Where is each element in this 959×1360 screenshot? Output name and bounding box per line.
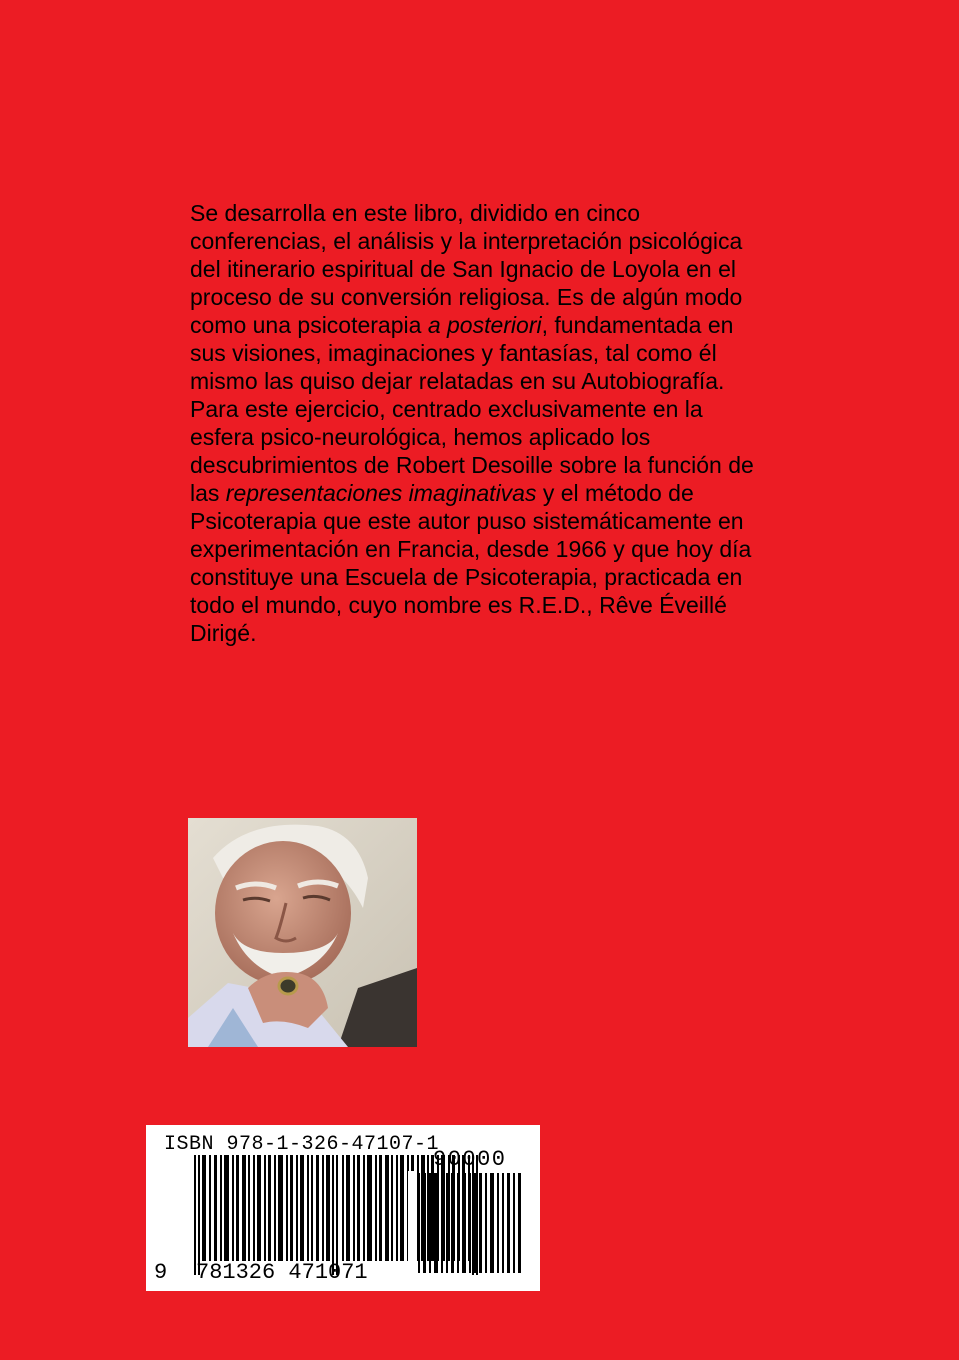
barcode-price-code: 90000 [433,1147,507,1172]
author-portrait-icon [188,818,417,1047]
author-photo [188,818,417,1047]
blurb-paragraph-1: Se desarrolla en este libro, dividido en cinco conferencias, el análisis y la interpretación psicológica del itinerario espiritual de San Ignacio de Loyola en el proceso de su conversión religiosa. Es de algún modo como una psicoterapia a posteriori, fundamentada en sus visiones, imaginaciones y fantasías, tal como él mismo las quiso dejar relatadas en su Autobiografía. [190,200,743,394]
isbn-barcode [146,1125,540,1291]
barcode-first-digit: 9 [154,1260,168,1285]
isbn-label: ISBN 978-1-326-47107-1 [164,1133,440,1156]
blurb-paragraph-2: Para este ejercicio, centrado exclusivamente en la esfera psico-neurológica, hemos aplicado los descubrimientos de Robert Desoille sobre la función de las representaciones imaginativas y el método de Psicoterapia que este autor puso sistemáticamente en experimentación en Francia, desde 1966 y que hoy día constituye una Escuela de Psicoterapia, practicada en todo el mundo, cuyo nombre es R.E.D., Rêve Éveillé Dirigé. [190,396,754,646]
barcode-digits: 781326 471071 [196,1260,368,1285]
back-cover-blurb [190,199,770,647]
